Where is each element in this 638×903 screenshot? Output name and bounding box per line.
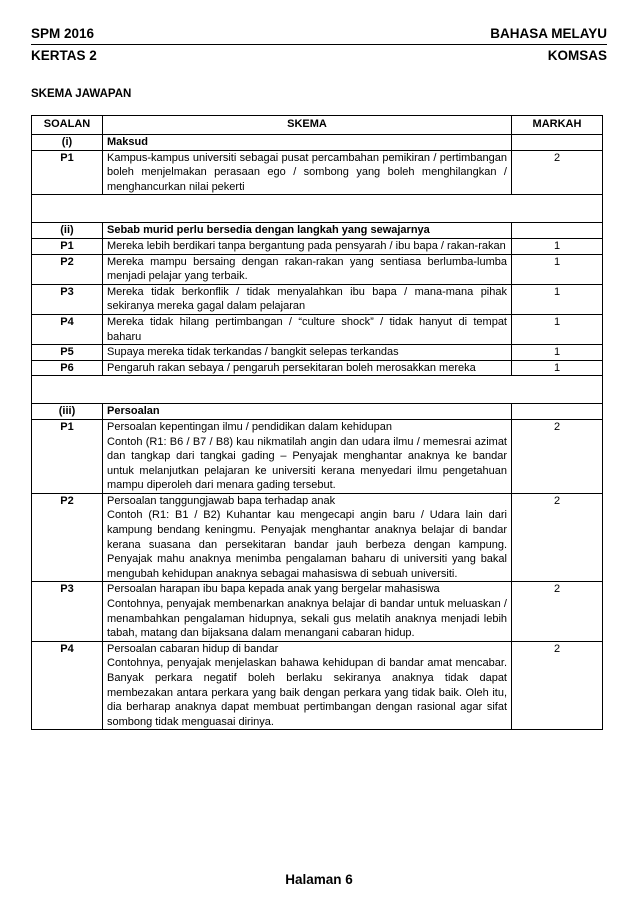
point-label: P1 [32, 150, 103, 195]
mark-value: 2 [512, 493, 603, 582]
mark-value: 1 [512, 345, 603, 361]
scheme-text-cell [103, 284, 512, 314]
scheme-text-cell [103, 314, 512, 344]
header-bottom-row [31, 48, 607, 66]
scheme-text: Pengaruh rakan sebaya / pengaruh persekitaran boleh merosakkan mereka [107, 361, 476, 374]
point-label: P2 [32, 254, 103, 284]
scheme-text: Mereka lebih berdikari tanpa bergantung pada pensyarah / ibu bapa / rakan-rakan [107, 239, 506, 252]
section-mark-cell [512, 135, 603, 151]
table-row [32, 360, 603, 376]
mark-value: 1 [512, 360, 603, 376]
mark-value: 1 [512, 254, 603, 284]
scheme-example-text: Contoh (R1: B6 / B7 / B8) kau nikmatilah angin dan udara ilmu / memesrai azimat dan tangkap dari tangkai gading – Penyajak menghantar anaknya ke bandar untuk melanjutkan pelajaran ke universiti kerana menyedari ilmu pengetahuan mampu diperoleh dari menara gading tersebut. [107, 435, 507, 492]
column-header-soalan: SOALAN [32, 116, 103, 135]
header-top-row [31, 26, 607, 44]
scheme-text: Supaya mereka tidak terkandas / bangkit selepas terkandas [107, 346, 399, 359]
scheme-text: Mereka mampu bersaing dengan rakan-rakan yang sentiasa berlumba-lumba menjadi pelajar yang terbaik. [107, 255, 507, 283]
table-row [32, 284, 603, 314]
scheme-text-cell [103, 641, 512, 730]
section-heading-row [32, 223, 603, 239]
mark-value: 1 [512, 284, 603, 314]
header-divider [31, 44, 607, 45]
paper-label: KERTAS 2 [31, 48, 97, 63]
scheme-text: Persoalan kepentingan ilmu / pendidikan dalam kehidupan [107, 420, 392, 433]
table-row [32, 419, 603, 493]
scheme-example-text: Contohnya, penyajak membenarkan anaknya belajar di bandar untuk meluaskan / menambahkan pengalaman hidupnya, sekali gus melatih anaknya menjadi lebih tabah, matang dan bijaksana dalam menangani cabaran hidup. [107, 598, 507, 640]
scheme-example-text: Contoh (R1: B1 / B2) Kuhantar kau mengecapi angin baru / Udara lain dari kampung bendang keningmu. Penyajak menghantar anaknya belajar di bandar kerana suasana dan persekitaran bandar jauh berbeza dengan kampung. Penyajak mahu anaknya menimba pengalaman baharu di universiti yang bakal mengubah kehidupan anaknya sebagai mahasiswa di sebuah universiti. [107, 509, 507, 580]
table-row [32, 582, 603, 641]
scheme-text-cell [103, 345, 512, 361]
scheme-text-cell [103, 419, 512, 493]
section-separator-row [32, 195, 603, 223]
scheme-text: Persoalan cabaran hidup di bandar [107, 642, 279, 655]
section-mark-cell [512, 404, 603, 420]
page-title: SKEMA JAWAPAN [31, 88, 132, 100]
table-header-row [32, 116, 603, 135]
mark-value: 2 [512, 641, 603, 730]
point-label: P4 [32, 314, 103, 344]
section-heading: Persoalan [103, 404, 512, 420]
section-heading-row [32, 135, 603, 151]
component-label: KOMSAS [547, 48, 607, 63]
column-header-markah: MARKAH [512, 116, 603, 135]
point-label: P1 [32, 419, 103, 493]
scheme-text: Persoalan harapan ibu bapa kepada anak yang bergelar mahasiswa [107, 583, 440, 596]
scheme-text-cell [103, 150, 512, 195]
mark-value: 1 [512, 238, 603, 254]
section-number: (i) [32, 135, 103, 151]
section-heading-row [32, 404, 603, 420]
column-header-skema: SKEMA [103, 116, 512, 135]
point-label: P4 [32, 641, 103, 730]
mark-value: 2 [512, 582, 603, 641]
page-number: Halaman 6 [285, 872, 353, 887]
table-row [32, 314, 603, 344]
point-label: P3 [32, 284, 103, 314]
scheme-text: Kampus-kampus universiti sebagai pusat percambahan pemikiran / pertimbangan boleh menjelmakan perasaan ego / sombong yang boleh menghilangkan / menghancurkan nilai pekerti [107, 151, 507, 193]
scheme-text-cell [103, 238, 512, 254]
scheme-text-cell [103, 360, 512, 376]
section-mark-cell [512, 223, 603, 239]
scheme-text-cell [103, 582, 512, 641]
section-heading: Sebab murid perlu bersedia dengan langkah yang sewajarnya [103, 223, 512, 239]
point-label: P5 [32, 345, 103, 361]
table-body [32, 135, 603, 730]
section-separator-row [32, 376, 603, 404]
point-label: P3 [32, 582, 103, 641]
section-heading: Maksud [103, 135, 512, 151]
exam-year-label: SPM 2016 [31, 26, 95, 41]
table-row [32, 345, 603, 361]
table-row [32, 150, 603, 195]
point-label: P2 [32, 493, 103, 582]
answer-scheme-table [31, 115, 603, 730]
subject-label: BAHASA MELAYU [490, 26, 607, 41]
scheme-text: Mereka tidak berkonflik / tidak menyalahkan ibu bapa / mana-mana pihak sekiranya mereka gagal dalam pelajaran [107, 285, 507, 313]
separator-cell [32, 376, 603, 404]
mark-value: 1 [512, 314, 603, 344]
scheme-text-cell [103, 493, 512, 582]
scheme-example-text: Contohnya, penyajak menjelaskan bahawa kehidupan di bandar amat mencabar. Banyak perkara negatif boleh berlaku sekiranya anaknya tidak dapat membezakan antara perkara yang baik dengan perkara yang tidak baik. Oleh itu, dia berharap anaknya dapat membuat pertimbangan dengan rasional agar sifat sombong tidak menguasai dirinya. [107, 657, 507, 728]
table-row [32, 493, 603, 582]
point-label: P1 [32, 238, 103, 254]
table-row [32, 254, 603, 284]
table-row [32, 238, 603, 254]
point-label: P6 [32, 360, 103, 376]
mark-value: 2 [512, 150, 603, 195]
table-row [32, 641, 603, 730]
mark-value: 2 [512, 419, 603, 493]
separator-cell [32, 195, 603, 223]
scheme-text: Mereka tidak hilang pertimbangan / “culture shock” / tidak hanyut di tempat baharu [107, 315, 507, 343]
section-number: (iii) [32, 404, 103, 420]
section-number: (ii) [32, 223, 103, 239]
scheme-text: Persoalan tanggungjawab bapa terhadap anak [107, 494, 336, 507]
scheme-text-cell [103, 254, 512, 284]
